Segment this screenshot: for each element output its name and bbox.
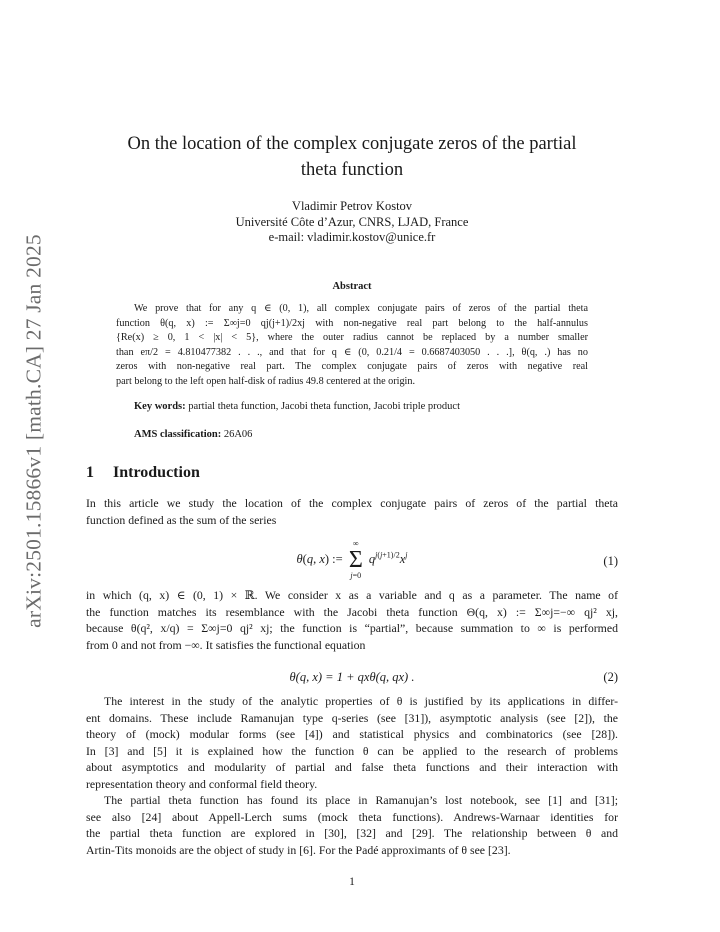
body-line: In [3] and [5] it is explained how the function θ can be applied to the research of problems — [86, 743, 618, 758]
body-line: the function matches its resemblance with the Jacobi theta function Θ(q, x) := Σ∞j=−∞ qj² xj, — [86, 604, 618, 619]
abstract-heading: Abstract — [332, 281, 372, 292]
body-line: about asymptotics and modularity of partial and false theta functions and their interaction with — [86, 760, 618, 775]
ams-classification — [134, 429, 252, 440]
keywords-label: Key words: — [134, 401, 186, 412]
body-line: theory of (mock) modular forms (see [4]) and statistical physics and combinatorics (see [28]). — [86, 727, 618, 742]
paper-title — [86, 131, 618, 183]
body-line: In this article we study the location of the complex conjugate pairs of zeros of the partial theta — [86, 496, 618, 510]
section-number: 1 — [86, 464, 94, 481]
author-affiliation: Université Côte d’Azur, CNRS, LJAD, France — [235, 214, 469, 229]
ams-label: AMS classification: — [134, 429, 222, 440]
abstract-body — [116, 302, 588, 389]
intro-paragraph-1 — [86, 495, 618, 528]
intro-paragraph-2 — [86, 587, 618, 653]
abstract-line: zeros with non-negative real part. The complex conjugate pairs of zeros with negative real — [116, 361, 588, 372]
body-line: the partial theta function are explored in [30], [32] and [29]. The relationship between θ and — [86, 826, 618, 841]
equation-2-number: (2) — [603, 670, 618, 684]
body-line: see also [24] about Appell-Lerch sums (mock theta functions). Andrews-Warnaar identities for — [86, 809, 618, 824]
arxiv-id: arXiv:2501.15866v1 [math.CA] 27 Jan 2025 — [21, 234, 46, 628]
equation-1 — [86, 540, 618, 584]
body-line: representation theory and conformal field theory. — [86, 776, 318, 791]
body-line: in which (q, x) ∈ (0, 1) × ℝ. We consider x as a variable and q as a parameter. The name of — [86, 588, 618, 602]
keywords-text: partial theta function, Jacobi theta function, Jacobi triple product — [188, 401, 460, 412]
arxiv-sidebar-stamp — [4, 212, 64, 650]
section-heading — [86, 464, 200, 482]
author-name: Vladimir Petrov Kostov — [291, 199, 413, 213]
body-line: The partial theta function has found its place in Ramanujan’s lost notebook, see [1] and [31]; — [104, 793, 618, 807]
equation-2 — [86, 670, 618, 688]
body-line: because θ(q², x/q) = Σ∞j=0 qj² xj; the function is “partial”, because summation to ∞ is performed — [86, 621, 618, 636]
abstract-line: than eπ/2 = 4.810477382 . . ., and that for q ∈ (0, 0.21/4 = 0.6687403050 . . .], θ(q, .) has no — [116, 346, 588, 358]
body-line: ent domains. These include Ramanujan type q-series (see [31]), asymptotic analysis (see [2]), the — [86, 710, 618, 725]
body-line: function defined as the sum of the series — [86, 512, 277, 527]
ams-code: 26A06 — [223, 429, 253, 440]
page-number: 1 — [349, 876, 355, 888]
author-email: e-mail: vladimir.kostov@unice.fr — [268, 230, 436, 244]
body-line: The interest in the study of the analytic properties of θ is justified by its applications in differ- — [104, 694, 618, 708]
section-title: Introduction — [113, 464, 200, 481]
title-line-2: theta function — [300, 160, 404, 180]
abstract-line: function θ(q, x) := Σ∞j=0 qj(j+1)/2xj with non-negative real part belong to the half-annulus — [116, 317, 588, 329]
keywords — [134, 401, 460, 412]
abstract-line: We prove that for any q ∈ (0, 1), all complex conjugate pairs of zeros of the partial theta — [134, 303, 588, 314]
equation-2-expression: θ(q, x) = 1 + qxθ(q, qx) . — [289, 670, 415, 684]
intro-paragraph-3 — [86, 693, 618, 793]
author-block — [86, 199, 618, 246]
abstract-line: part belong to the left open half-disk of radius 49.8 centered at the origin. — [116, 375, 416, 387]
intro-paragraph-4 — [86, 792, 618, 858]
abstract-line: {Re(x) ≥ 0, 1 < |x| < 5}, where the outer radius cannot be replaced by a number smaller — [116, 332, 588, 343]
body-line: Artin-Tits monoids are the object of study in [6]. For the Padé approximants of θ see [23]. — [86, 842, 511, 857]
equation-1-number: (1) — [603, 554, 618, 568]
equation-1-expression: θ(q, x) := ∞ Σ j=0 $q^{j(j+1)/2}x^j$ — [296, 539, 408, 580]
title-line-1: On the location of the complex conjugate zeros of the partial — [127, 134, 577, 154]
body-line: from 0 and not from −∞. It satisfies the functional equation — [86, 637, 366, 652]
